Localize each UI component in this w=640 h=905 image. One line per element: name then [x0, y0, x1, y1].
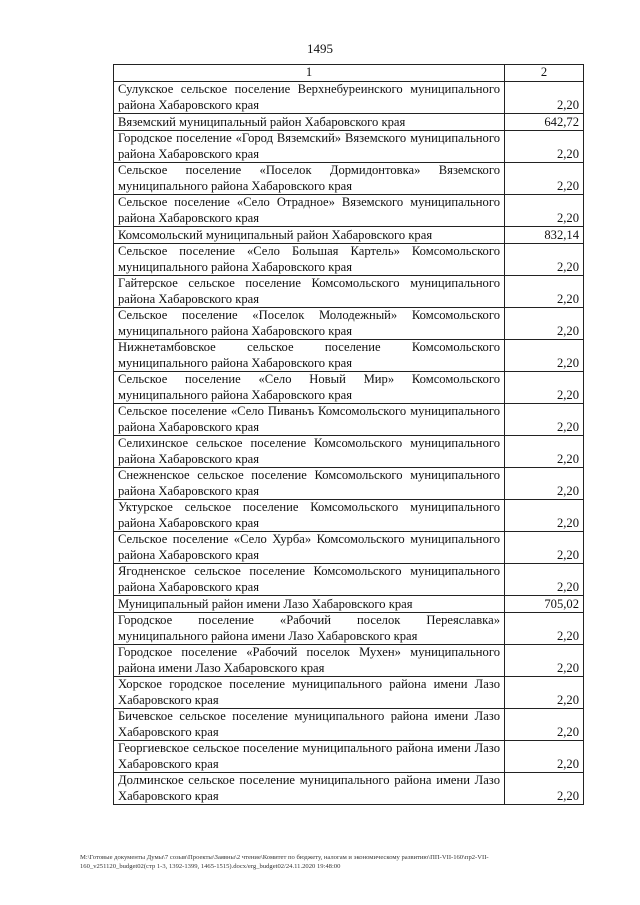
municipality-name-cell: Городское поселение «Рабочий поселок Мухен» муниципального района имени Лазо Хабаровского края: [114, 645, 505, 677]
column-header-2: 2: [505, 65, 584, 82]
table-row: [114, 195, 584, 227]
municipality-name-cell: Комсомольский муниципальный район Хабаровского края: [114, 227, 505, 244]
municipality-name-cell: Уктурское сельское поселение Комсомольского муниципального района Хабаровского края: [114, 500, 505, 532]
amount-cell: 2,20: [505, 564, 584, 596]
table-row: [114, 436, 584, 468]
municipality-name-cell: Сельское поселение «Поселок Дормидонтовка» Вяземского муниципального района Хабаровского края: [114, 163, 505, 195]
amount-cell: 2,20: [505, 436, 584, 468]
municipality-name-cell: Сулукское сельское поселение Верхнебуреинского муниципального района Хабаровского края: [114, 82, 505, 114]
municipality-name-cell: Сельское поселение «Село Хурба» Комсомольского муниципального района Хабаровского края: [114, 532, 505, 564]
table-header-row: [114, 65, 584, 82]
municipality-name-cell: Муниципальный район имени Лазо Хабаровского края: [114, 596, 505, 613]
amount-cell: 642,72: [505, 114, 584, 131]
table-row: [114, 340, 584, 372]
municipality-name-cell: Городское поселение «Город Вяземский» Вяземского муниципального района Хабаровского края: [114, 131, 505, 163]
table-row: [114, 244, 584, 276]
table-row: [114, 532, 584, 564]
table-row: [114, 468, 584, 500]
municipality-name-cell: Вяземский муниципальный район Хабаровского края: [114, 114, 505, 131]
table-row: [114, 773, 584, 805]
table-row: [114, 741, 584, 773]
footer-line-2: 160_v251120_budget02(стр 1-3, 1392-1399, 1465-1515).docx/erg_budget02/24.11.2020 19:48:00: [80, 863, 341, 870]
amount-cell: 832,14: [505, 227, 584, 244]
amount-cell: 2,20: [505, 82, 584, 114]
municipality-name-cell: Ягодненское сельское поселение Комсомольского муниципального района Хабаровского края: [114, 564, 505, 596]
amount-cell: 2,20: [505, 131, 584, 163]
amount-cell: 2,20: [505, 404, 584, 436]
municipality-name-cell: Сельское поселение «Село Большая Картель» Комсомольского муниципального района Хабаровского края: [114, 244, 505, 276]
table-row: [114, 308, 584, 340]
municipality-name-cell: Сельское поселение «Село Новый Мир» Комсомольского муниципального района Хабаровского края: [114, 372, 505, 404]
table-row: [114, 564, 584, 596]
municipality-name-cell: Сельское поселение «Село Пиваньъ Комсомольского муниципального района Хабаровского края: [114, 404, 505, 436]
amount-cell: 705,02: [505, 596, 584, 613]
table-row: [114, 131, 584, 163]
amount-cell: 2,20: [505, 372, 584, 404]
municipality-name-cell: Долминское сельское поселение муниципального района имени Лазо Хабаровского края: [114, 773, 505, 805]
table-row: [114, 404, 584, 436]
amount-cell: 2,20: [505, 244, 584, 276]
amount-cell: 2,20: [505, 741, 584, 773]
municipality-name-cell: Сельское поселение «Поселок Молодежный» Комсомольского муниципального района Хабаровского края: [114, 308, 505, 340]
amount-cell: 2,20: [505, 468, 584, 500]
amount-cell: 2,20: [505, 340, 584, 372]
table-row: [114, 227, 584, 244]
municipality-name-cell: Нижнетамбовское сельское поселение Комсомольского муниципального района Хабаровского края: [114, 340, 505, 372]
document-footer-path: [80, 853, 616, 871]
municipality-name-cell: Сельское поселение «Село Отрадное» Вяземского муниципального района Хабаровского края: [114, 195, 505, 227]
amount-cell: 2,20: [505, 308, 584, 340]
page-number: 1495: [307, 41, 333, 56]
table-row: [114, 372, 584, 404]
table-row: [114, 500, 584, 532]
table-row: [114, 82, 584, 114]
municipality-name-cell: Селихинское сельское поселение Комсомольского муниципального района Хабаровского края: [114, 436, 505, 468]
amount-cell: 2,20: [505, 645, 584, 677]
amount-cell: 2,20: [505, 195, 584, 227]
footer-line-1: M:\Готовые документы Думы\7 созыв\Проекты\Заявны\2 чтение\Комитет по бюджету, налогам и экономическому развитию\ПП-VII-160\пр2-VII-: [80, 854, 489, 861]
municipality-name-cell: Бичевское сельское поселение муниципального района имени Лазо Хабаровского края: [114, 709, 505, 741]
municipality-name-cell: Георгиевское сельское поселение муниципального района имени Лазо Хабаровского края: [114, 741, 505, 773]
amount-cell: 2,20: [505, 276, 584, 308]
table-row: [114, 596, 584, 613]
table-row: [114, 613, 584, 645]
table-row: [114, 645, 584, 677]
amount-cell: 2,20: [505, 773, 584, 805]
municipality-name-cell: Гайтерское сельское поселение Комсомольского муниципального района Хабаровского края: [114, 276, 505, 308]
amount-cell: 2,20: [505, 709, 584, 741]
amount-cell: 2,20: [505, 532, 584, 564]
municipality-name-cell: Снежненское сельское поселение Комсомольского муниципального района Хабаровского края: [114, 468, 505, 500]
amount-cell: 2,20: [505, 613, 584, 645]
municipality-name-cell: Хорское городское поселение муниципального района имени Лазо Хабаровского края: [114, 677, 505, 709]
municipality-name-cell: Городское поселение «Рабочий поселок Переяславка» муниципального района имени Лазо Хабаровского края: [114, 613, 505, 645]
table-row: [114, 114, 584, 131]
table-row: [114, 709, 584, 741]
budget-table: [113, 64, 584, 805]
amount-cell: 2,20: [505, 163, 584, 195]
table-row: [114, 276, 584, 308]
table-row: [114, 163, 584, 195]
table-row: [114, 677, 584, 709]
amount-cell: 2,20: [505, 500, 584, 532]
amount-cell: 2,20: [505, 677, 584, 709]
column-header-1: 1: [114, 65, 505, 82]
